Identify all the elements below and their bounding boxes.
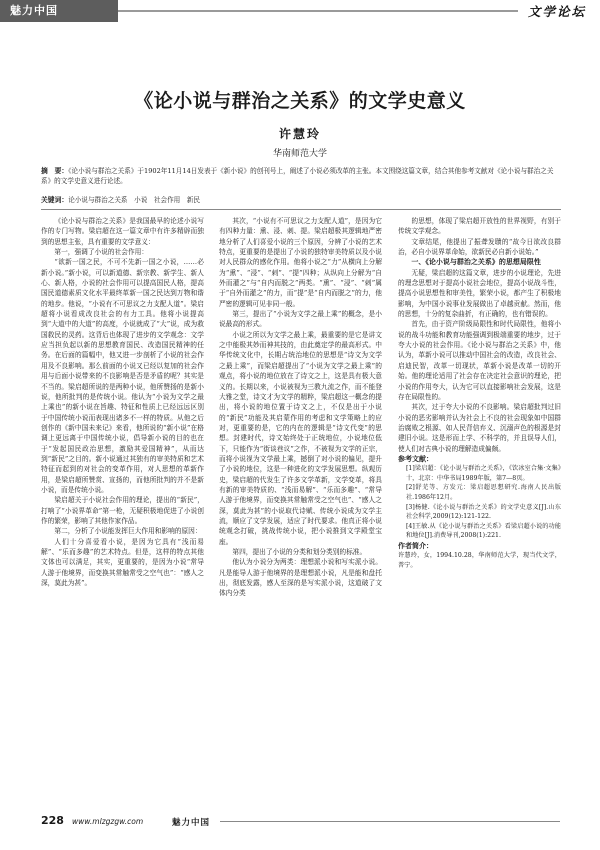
paragraph: 其次，“小说有不可思议之力支配人道”，是因为它有四种力量：熏、浸、刺、提。梁启超极其逻辑地严密地分析了人们喜爱小说的三个原因，分辨了小说的艺术特点，更重要的是提出了小说的独特审美特质以及小说对人民群众的感化作用。他将小说之“力”从横向上分解为“熏”、“浸”、“刺”、“提”四种；从纵向上分解为“自外而灌之”与“自内而脱之”两类。“熏”、“浸”、“刺”属于“自外而灌之”的力，而“提”是“自内而脱之”的力，他严密的逻辑可见非同一般。 xyxy=(219,217,382,308)
paragraph: 文章结尾，他提出了振聋发聩的“故今日欲改良群治，必自小说界革命始，欲新民必自新小说始。” xyxy=(398,237,561,257)
paragraph: 小说之所以为文学之最上乘，最重要的是它是讲文之中能极其妙而神其技的，由此奠定学的最高形式。中华传统文化中，长期占统治地位的思想是“诗文为文学之最上乘”，而梁启超提出了“小说为文学之最上乘”的观点，将小说的地位放在了诗文之上，这是具有极大意义的。长期以来，小说被视为三教九流之作，而不能登大雅之堂，诗文才为文学的精粹，梁启超这一概念的提出，将小说的地位置于诗文之上，不仅是出于小说的“新民”功能及其启蒙作用的考虑和文学策略上的应对，更重要的是，它的内在的逻辑是“诗文代变”的思想。封建时代，诗文始终处于正统地位，小说地位低下，只能作为“街谈巷议”之作，不被视为文学的正宗，而将小说视为文学最上乘，撼倒了对小说的偏见，提升了小说的地位，这是一种进化的文学发展思想。纵观历史，梁启超的代发生了许多文学革新，文学变革，将具有新的审美特质的、“浅而易解”、“乐而多趣”、“常导人游于他境界，而变换其常触常受之空气也”、“感人之深，莫此为甚”的小说取代诗赋、传统小说成为文学主流，顺应了文学发展，适应了时代要求。他真正将小说统观念打破，挑战传统小说，把小说推到文学殿堂宝座。 xyxy=(219,330,382,546)
paragraph: 人们十分喜爱看小说，是因为它具有“浅而易解”、“乐而多趣”的艺术特点。但是，这样的特点其他文体也可以满足，其实，更重要的，是因为小说“常导人游于他境界，而变换其常触常受之空气也”：“感人之深，莫此为甚”。 xyxy=(41,537,204,588)
paragraph: 首先，由于资产阶级局限性和时代局限性，他将小说的战斗功能和教育功能强调到极端重要的地步，过于夸大小说的社会作用。《论小说与群治之关系》中，他认为，革新小说可以推动中国社会的改造，改良社会、启迪民智，改革一切现状，革新小说是改革一切的开始。他的理论适用了社会存在决定社会意识的理论，把小说的作用夸大，认为它可以直接影响社会发展，这是存在局限性的。 xyxy=(398,320,561,401)
references-heading: 参考文献： xyxy=(398,454,433,463)
footer-magazine: 魅力中国 xyxy=(172,818,211,828)
paragraph: 《论小说与群治之关系》是我国最早的论述小说写作的专门写物。梁启超在这一篇文章中有许多精辟而独到的思想主张，具有重要的文学意义： xyxy=(41,217,204,246)
header-column-label: 文学论坛 xyxy=(527,4,586,19)
body-column-2 xyxy=(219,216,382,791)
paragraph: 第三，提出了“小说为文学之最上乘”的概念，是小说最高的形式。 xyxy=(219,310,382,329)
paragraph: 梁启超关于小说社会作用的理论，提出的“新民”，打响了“小说界革命”第一枪，无疑积极地促进了小说创作的繁荣，影响了其他作家作品。 xyxy=(41,496,204,525)
article-author: 许慧玲 xyxy=(278,127,321,141)
abstract-text: 《论小说与群治之关系》于1902年11月14日发表于《新小说》的创刊号上，阐述了小说必须改革的主张。本文围绕这篇文章，结合其他参考文献对《论小说与群治之关系》的文学史意义进行论述。 xyxy=(41,167,554,186)
article-title: 《论小说与群治之关系》的文学史意义 xyxy=(134,90,466,112)
paragraph: 第二，分析了小说能发挥巨大作用和影响的原因： xyxy=(54,527,202,536)
reference-item: [3]杨健.《论小说与群治之关系》的文学史意义[J].山东社会科学,2009(12):121-122. xyxy=(406,503,561,521)
author-info-heading: 作者简介： xyxy=(398,542,433,550)
reference-item: [2]舒芜等、方发元：梁启超思想研究.海南人民出版社.1986年12月。 xyxy=(406,484,561,502)
abstract-label: 摘 要： xyxy=(41,167,69,175)
keywords-label: 关键词： xyxy=(41,196,69,204)
abstract xyxy=(41,166,561,186)
header-section-label: 魅力中国 xyxy=(0,0,118,22)
page-number: 228 xyxy=(41,814,64,827)
keywords xyxy=(41,194,561,204)
paragraph: 第一，强调了小说的社会作用： xyxy=(54,248,149,257)
footer-url: www.mlzgzgw.com xyxy=(72,817,144,826)
reference-item: [1]梁启超：《论小说与群治之关系》，《饮冰室合集·文集》十，北京：中华书局1989年版，第7—8页。 xyxy=(406,465,561,482)
paragraph: 无疑，梁启超的这篇文章，进步的小说理论，先进的理念思想对于提高小说社会地位，提高小说战斗性，提高小说思想性和审美性，繁荣小说，都产生了积极地影响，为中国小说事业发展做出了卓越贡献。然而，他的思想，十分的复杂曲折，有正确的，也有错误的。 xyxy=(398,268,561,319)
header-rule xyxy=(118,10,518,12)
keywords-text: 论小说与群治之关系 小说 社会作用 新民 xyxy=(68,196,201,204)
paragraph: 其次，过于夸大小说的不良影响。梁启超批判过旧小说的恶劣影响并认为社会上不良的社会现象如中国群治腐败之根源、如人民背信弃义、沉溺声色的根源是封建旧小说。这是形而上学、不科学的，并且误导人们，使人们对古典小说的理解造成偏颇。 xyxy=(398,403,561,453)
abstract-divider xyxy=(41,209,561,210)
page-header xyxy=(0,0,600,22)
reference-item: [4]王敏.从《论小说与群治之关系》看梁启超小说的功能和地位[J].消费导刊,2008(1):221. xyxy=(406,522,561,540)
paragraph: 第四，提出了小说的分类和划分类别的标准。 xyxy=(232,548,367,556)
page-footer xyxy=(0,812,600,832)
author-info-text: 许慧玲，女，1994.10.28，华南师范大学，现当代文学，普宁。 xyxy=(398,552,561,569)
section-heading: 一、《论小说与群治之关系》的思想局限性 xyxy=(411,258,541,267)
body-column-3 xyxy=(398,216,561,791)
paragraph: 他认为小说分为两类：理想派小说和写实派小说。凡是能导人游于他境界的是理想派小说，凡是能和盘托出，彻底发露，感人至深的是写实派小说，这道破了文体内分类 xyxy=(219,558,382,598)
body-column-1 xyxy=(41,216,204,791)
footer-rule xyxy=(220,821,560,822)
article-affiliation: 华南师范大学 xyxy=(272,149,327,159)
paragraph: 的思想，体现了梁启超开放性的世界视野，有别于传统文学观念。 xyxy=(398,217,561,236)
paragraph: “欲新一国之民，不可不先新一国之小说，……必新小说。”新小说，可以新道德、新宗教、新学生、新人心、新人格，小说的社会作用可以提高国民人格，提高国民道德素质文化水平最终革新一国之民达到万物和谐的地步。他说，“小说有不可思议之力支配人道”。梁启超将小说看成改良社会的有力工具。他将小说提高到“大道中的大道”的高度，小说就成了“大”说，成为救国救民的灵药。这背后也体现了进步的文学观念：文学应当担负起以新的思想教育国民、改造国民精神的任务。在后面的篇幅中，他又进一步剖析了小说的社会作用及不良影响。那么前面的小说又已经以复加的社会作用与后面小说带来的不良影响是否是矛盾的呢？其实是不当的。梁启超所说的是两种小说，他所赞扬的是新小说，他所批判的是传统小说。他认为“小说为文学之最上乘也”的新小说在旨趣、特征和性质上已经远远区别于中国传统小说而表现出诸多不一样的特质。从他之后创作的《新中国未来记》来看，他所说的“新小说”在格调上更远离于中国传统小说，倡导新小说的目的也在于“发起国民政治思想，激励其爱国精神”，从而达到“新民”之目的。新小说通过其独有的审美特质和艺术特征而起到的对社会的变革作用，对人思想的革新作用，是梁启超所赞赏、宣扬的，而他所批判的并不是新小说，而是传统小说。 xyxy=(41,258,204,494)
